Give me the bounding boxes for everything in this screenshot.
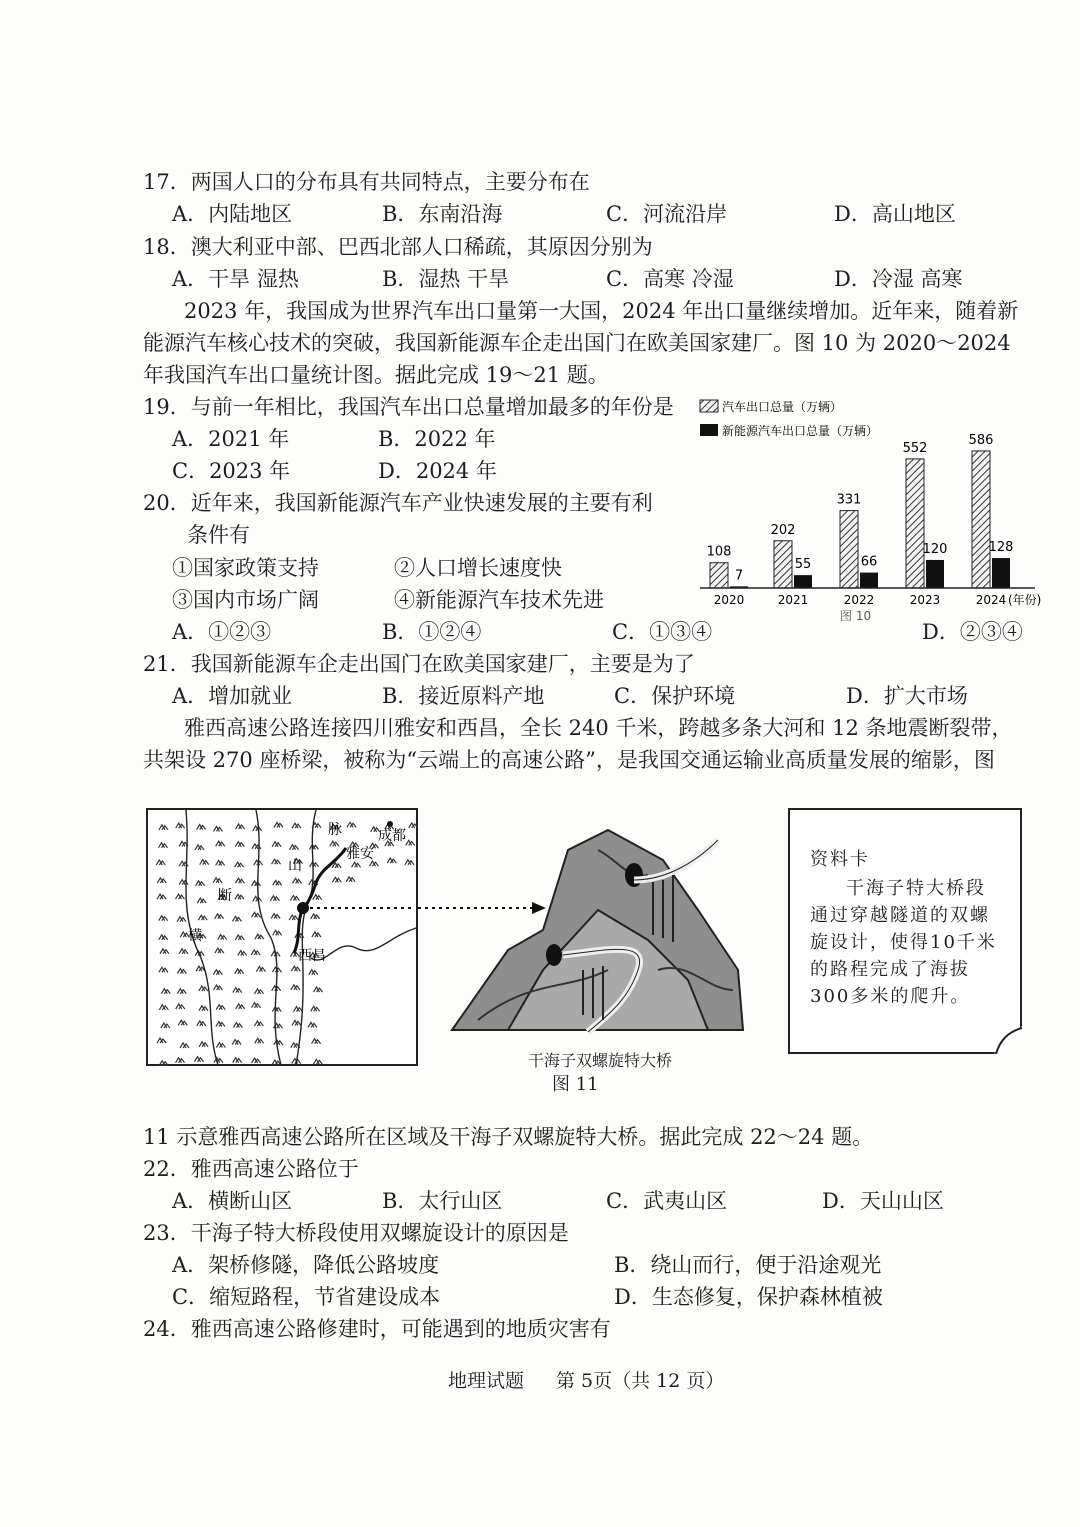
region-map <box>146 808 418 1066</box>
q17-option-c: C．河流沿岸 <box>606 202 728 226</box>
data-label-nev-2022: 66 <box>860 554 878 570</box>
q17-stem: 17．两国人口的分布具有共同特点，主要分布在 <box>143 170 590 194</box>
intro2-line2: 共架设 270 座桥梁，被称为“云端上的高速公路”，是我国交通运输业高质量发展的缩影，图 <box>143 748 995 772</box>
figure11-caption: 图 11 <box>552 1074 599 1095</box>
q20-item-1: ①国家政策支持 <box>172 556 319 580</box>
info-card-title: 资料卡 <box>810 849 870 870</box>
export-bar-chart <box>690 392 1070 622</box>
bar-total-2023 <box>906 459 924 588</box>
bridge-caption: 干海子双螺旋特大桥 <box>528 1051 673 1070</box>
data-label-nev-2023: 120 <box>922 541 948 557</box>
q21-option-b: B．接近原料产地 <box>382 684 545 708</box>
q17-option-d: D．高山地区 <box>834 202 956 226</box>
footer-page: 第 5页（共 12 页） <box>556 1370 725 1392</box>
legend-swatch-nev <box>700 424 718 436</box>
data-label-nev-2024: 128 <box>988 540 1014 556</box>
data-label-total-2023: 552 <box>902 440 928 456</box>
q20-option-b: B．①②④ <box>382 620 482 644</box>
q22-option-c: C．武夷山区 <box>606 1189 728 1213</box>
intro1-line3: 年我国汽车出口量统计图。据此完成 19～21 题。 <box>143 363 609 387</box>
bar-total-2021 <box>774 541 792 588</box>
label-duan: 断 <box>218 888 232 904</box>
bar-total-2022 <box>840 511 858 588</box>
q21-option-c: C．保护环境 <box>614 684 736 708</box>
q22-stem: 22．雅西高速公路位于 <box>143 1157 359 1181</box>
footer-subject: 地理试题 <box>448 1370 525 1392</box>
bar-total-2020 <box>710 563 728 588</box>
q22-option-b: B．太行山区 <box>382 1189 503 1213</box>
label-yaan: 雅安 <box>346 846 374 862</box>
legend-label-nev: 新能源汽车出口总量（万辆） <box>722 424 879 438</box>
bar-nev-2021 <box>794 575 812 588</box>
chart-legend <box>700 399 878 438</box>
q18-option-b: B．湿热 干旱 <box>382 267 510 291</box>
q24-stem: 24．雅西高速公路修建时，可能遇到的地质灾害有 <box>143 1317 611 1341</box>
label-mai: 脉 <box>328 822 342 838</box>
tick-label-2022: 2022 <box>843 593 875 607</box>
q23-option-b: B．绕山而行，便于沿途观光 <box>614 1253 882 1277</box>
page-curl-icon <box>994 1026 1022 1054</box>
q21-stem: 21．我国新能源车企走出国门在欧美国家建厂，主要是为了 <box>143 652 695 676</box>
intro1-line1: 2023 年，我国成为世界汽车出口量第一大国，2024 年出口量继续增加。近年来，随着新 <box>184 299 1019 323</box>
q23-option-d: D．生态修复，保护森林植被 <box>614 1285 883 1309</box>
q20-item-3: ③国内市场广阔 <box>172 588 319 612</box>
q19-option-d: D．2024 年 <box>378 459 497 483</box>
chart-labels <box>707 433 1042 622</box>
tick-label-2024: 2024 <box>975 593 1007 607</box>
q20-option-a: A．①②③ <box>172 620 272 644</box>
q19-option-c: C．2023 年 <box>172 459 291 483</box>
q20-stem-line2: 条件有 <box>187 523 250 547</box>
bar-nev-2024 <box>992 558 1010 588</box>
data-label-nev-2021: 55 <box>794 557 812 573</box>
q19-stem: 19．与前一年相比，我国汽车出口总量增加最多的年份是 <box>143 395 674 419</box>
bridge-location <box>297 902 309 914</box>
q18-stem: 18．澳大利亚中部、巴西北部人口稀疏，其原因分别为 <box>143 235 653 259</box>
q18-option-c: C．高寒 冷湿 <box>606 267 734 291</box>
q21-option-a: A．增加就业 <box>172 684 293 708</box>
tick-label-2023: 2023 <box>909 593 941 607</box>
q22-option-a: A．横断山区 <box>172 1189 293 1213</box>
data-label-total-2021: 202 <box>770 522 796 538</box>
intro1-line2: 能源汽车核心技术的突破，我国新能源车企走出国门在欧美国家建厂。图 10 为 2020～2024 <box>143 331 1011 355</box>
q23-stem: 23．干海子特大桥段使用双螺旋设计的原因是 <box>143 1221 569 1245</box>
q20-option-c: C．①③④ <box>612 620 713 644</box>
label-heng: 横 <box>188 928 202 944</box>
info-card <box>788 808 1022 1054</box>
bridge-illustration <box>448 820 748 1035</box>
legend-label-total: 汽车出口总量（万辆） <box>722 400 843 414</box>
q19-option-a: A．2021 年 <box>172 427 290 451</box>
q22-option-d: D．天山山区 <box>822 1189 944 1213</box>
data-label-nev-2020: 7 <box>734 568 744 584</box>
q20-item-2: ②人口增长速度快 <box>394 556 562 580</box>
data-label-total-2024: 586 <box>968 432 994 448</box>
q20-option-d: D．②③④ <box>922 620 1023 644</box>
chart-title: 图 10 <box>840 609 872 622</box>
intro2-line1: 雅西高速公路连接四川雅安和西昌，全长 240 千米，跨越多条大河和 12 条地震断裂带， <box>184 716 1013 740</box>
tick-label-2020: 2020 <box>713 593 745 607</box>
chengdu-dot <box>387 821 393 827</box>
q18-option-a: A．干旱 湿热 <box>172 267 299 291</box>
label-chengdu: 成都 <box>378 828 406 844</box>
q20-item-4: ④新能源汽车技术先进 <box>394 588 604 612</box>
q17-option-a: A．内陆地区 <box>172 202 293 226</box>
data-label-total-2022: 331 <box>836 492 862 508</box>
label-shan: 山 <box>288 858 302 874</box>
q19-option-b: B．2022 年 <box>378 427 496 451</box>
q17-option-b: B．东南沿海 <box>382 202 503 226</box>
bar-nev-2022 <box>860 573 878 588</box>
label-xichang: 西昌 <box>298 948 326 964</box>
legend-swatch-total <box>700 400 718 412</box>
info-card-body: 干海子特大桥段通过穿越隧道的双螺旋设计，使得10千米的路程完成了海拔300多米的爬升。 <box>810 878 997 1007</box>
bar-total-2024 <box>972 451 990 588</box>
q23-option-a: A．架桥修隧，降低公路坡度 <box>172 1253 440 1277</box>
x-axis-label: (年份) <box>1008 593 1042 607</box>
q18-option-d: D．冷湿 高寒 <box>834 267 963 291</box>
intro2-line3: 11 示意雅西高速公路所在区域及干海子双螺旋特大桥。据此完成 22～24 题。 <box>143 1125 874 1149</box>
data-label-total-2020: 108 <box>706 544 732 560</box>
q23-option-c: C．缩短路程，节省建设成本 <box>172 1285 441 1309</box>
q21-option-d: D．扩大市场 <box>846 684 968 708</box>
tick-label-2021: 2021 <box>777 593 809 607</box>
bar-nev-2023 <box>926 560 944 588</box>
q20-stem-line1: 20．近年来，我国新能源汽车产业快速发展的主要有利 <box>143 491 653 515</box>
